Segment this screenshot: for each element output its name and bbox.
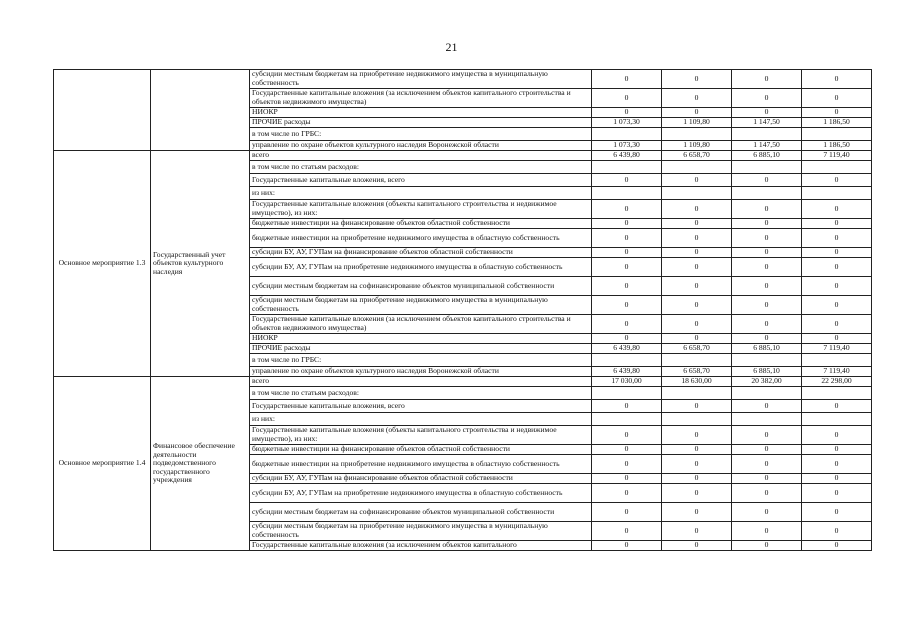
year-value-cell: 0 [732, 426, 802, 445]
year-value-cell [732, 387, 802, 400]
expense-label-cell: субсидии местным бюджетам на приобретение недвижимого имущества в муниципальную собственность [250, 522, 592, 541]
year-value-cell: 0 [592, 296, 662, 315]
year-value-cell: 0 [802, 89, 872, 108]
year-value-cell: 0 [732, 70, 802, 89]
expense-label-cell: ПРОЧИЕ расходы [250, 344, 592, 354]
year-value-cell: 0 [802, 277, 872, 296]
year-value-cell [802, 187, 872, 200]
year-value-cell: 0 [662, 258, 732, 277]
year-value-cell: 0 [732, 484, 802, 503]
year-value-cell: 1 186,50 [802, 118, 872, 128]
year-value-cell: 0 [592, 89, 662, 108]
year-value-cell: 0 [662, 474, 732, 484]
year-value-cell: 0 [802, 108, 872, 118]
year-value-cell: 0 [592, 455, 662, 474]
year-value-cell: 6 439,80 [592, 344, 662, 354]
expense-label-cell: бюджетные инвестиции на финансирование объектов областной собственности [250, 445, 592, 455]
year-value-cell [662, 413, 732, 426]
year-value-cell [662, 387, 732, 400]
year-value-cell: 1 109,80 [662, 141, 732, 151]
year-value-cell: 0 [802, 455, 872, 474]
year-value-cell: 0 [662, 219, 732, 229]
year-value-cell: 0 [662, 277, 732, 296]
table-row [54, 151, 872, 161]
event-title-cell [151, 70, 250, 151]
year-value-cell: 1 073,30 [592, 141, 662, 151]
year-value-cell: 0 [662, 70, 732, 89]
year-value-cell [802, 387, 872, 400]
year-value-cell: 0 [802, 296, 872, 315]
year-value-cell: 6 439,80 [592, 151, 662, 161]
year-value-cell: 0 [662, 455, 732, 474]
year-value-cell: 0 [802, 400, 872, 413]
year-value-cell [732, 161, 802, 174]
year-value-cell: 7 119,40 [802, 344, 872, 354]
year-value-cell [592, 187, 662, 200]
year-value-cell: 1 186,50 [802, 141, 872, 151]
year-value-cell: 0 [592, 334, 662, 344]
year-value-cell: 0 [592, 445, 662, 455]
year-value-cell [802, 128, 872, 141]
year-value-cell: 0 [732, 277, 802, 296]
expense-label-cell: НИОКР [250, 108, 592, 118]
year-value-cell [732, 413, 802, 426]
year-value-cell: 0 [802, 445, 872, 455]
expense-label-cell: из них: [250, 413, 592, 426]
page-number: 21 [445, 40, 458, 54]
year-value-cell [592, 128, 662, 141]
year-value-cell [662, 354, 732, 367]
expense-label-cell: НИОКР [250, 334, 592, 344]
expense-label-cell: Государственные капитальные вложения (за исключением объектов капитального [250, 541, 592, 551]
year-value-cell: 0 [802, 503, 872, 522]
year-value-cell: 18 630,00 [662, 377, 732, 387]
year-value-cell: 0 [662, 296, 732, 315]
year-value-cell: 0 [802, 174, 872, 187]
year-value-cell [732, 128, 802, 141]
year-value-cell: 0 [802, 474, 872, 484]
year-value-cell: 6 885,10 [732, 344, 802, 354]
year-value-cell [592, 161, 662, 174]
year-value-cell [732, 354, 802, 367]
event-title-cell: Государственный учет объектов культурного наследия [151, 151, 250, 377]
year-value-cell: 0 [662, 445, 732, 455]
year-value-cell: 0 [592, 248, 662, 258]
year-value-cell: 0 [662, 315, 732, 334]
year-value-cell: 6 885,10 [732, 367, 802, 377]
year-value-cell [662, 187, 732, 200]
year-value-cell: 0 [802, 484, 872, 503]
expense-label-cell: субсидии местным бюджетам на софинансирование объектов муниципальной собственности [250, 503, 592, 522]
year-value-cell: 0 [662, 108, 732, 118]
year-value-cell: 0 [592, 70, 662, 89]
expense-label-cell: Государственные капитальные вложения (за исключением объектов капитального строительства и объектов недвижимого имущества) [250, 315, 592, 334]
expense-label-cell: в том числе по статьям расходов: [250, 387, 592, 400]
year-value-cell [802, 413, 872, 426]
year-value-cell: 0 [662, 334, 732, 344]
year-value-cell: 0 [662, 426, 732, 445]
expense-label-cell: Государственные капитальные вложения (объекты капитального строительства и недвижимое имущество), из них: [250, 200, 592, 219]
year-value-cell: 0 [732, 503, 802, 522]
expense-label-cell: ПРОЧИЕ расходы [250, 118, 592, 128]
year-value-cell: 0 [662, 229, 732, 248]
year-value-cell: 20 382,00 [732, 377, 802, 387]
expense-label-cell: в том числе по ГРБС: [250, 128, 592, 141]
year-value-cell [592, 354, 662, 367]
event-name-cell: Основное мероприятие 1.4 [54, 377, 151, 551]
year-value-cell: 0 [732, 89, 802, 108]
expense-label-cell: Государственные капитальные вложения (за исключением объектов капитального строительства и объектов недвижимого имущества) [250, 89, 592, 108]
year-value-cell: 7 119,40 [802, 151, 872, 161]
year-value-cell: 0 [592, 277, 662, 296]
year-value-cell: 0 [592, 503, 662, 522]
year-value-cell: 0 [592, 484, 662, 503]
expense-label-cell: управление по охране объектов культурного наследия Воронежской области [250, 141, 592, 151]
year-value-cell: 6 658,70 [662, 344, 732, 354]
table-row [54, 377, 872, 387]
year-value-cell: 0 [592, 174, 662, 187]
year-value-cell: 0 [732, 334, 802, 344]
expense-label-cell: субсидии местным бюджетам на софинансирование объектов муниципальной собственности [250, 277, 592, 296]
expense-label-cell: бюджетные инвестиции на приобретение недвижимого имущества в областную собственность [250, 455, 592, 474]
year-value-cell: 0 [802, 229, 872, 248]
expense-label-cell: Государственные капитальные вложения, всего [250, 174, 592, 187]
expense-label-cell: управление по охране объектов культурного наследия Воронежской области [250, 367, 592, 377]
event-name-cell [54, 70, 151, 151]
budget-table [53, 69, 872, 551]
year-value-cell: 0 [732, 219, 802, 229]
expense-label-cell: субсидии БУ, АУ, ГУПам на финансирование объектов областной собственности [250, 248, 592, 258]
year-value-cell [802, 354, 872, 367]
year-value-cell: 0 [732, 296, 802, 315]
year-value-cell: 0 [802, 522, 872, 541]
year-value-cell: 0 [802, 315, 872, 334]
year-value-cell: 0 [662, 89, 732, 108]
year-value-cell: 7 119,40 [802, 367, 872, 377]
year-value-cell: 6 658,70 [662, 151, 732, 161]
expense-label-cell: всего [250, 377, 592, 387]
expense-label-cell: бюджетные инвестиции на финансирование объектов областной собственности [250, 219, 592, 229]
expense-label-cell: субсидии местным бюджетам на приобретение недвижимого имущества в муниципальную собственность [250, 296, 592, 315]
year-value-cell: 0 [592, 474, 662, 484]
year-value-cell: 0 [662, 174, 732, 187]
year-value-cell: 0 [732, 400, 802, 413]
expense-label-cell: Государственные капитальные вложения, всего [250, 400, 592, 413]
expense-label-cell: в том числе по ГРБС: [250, 354, 592, 367]
year-value-cell: 0 [592, 400, 662, 413]
year-value-cell: 0 [802, 258, 872, 277]
year-value-cell: 0 [732, 174, 802, 187]
year-value-cell: 0 [732, 455, 802, 474]
year-value-cell: 0 [732, 474, 802, 484]
expense-label-cell: субсидии БУ, АУ, ГУПам на финансирование объектов областной собственности [250, 474, 592, 484]
year-value-cell: 0 [732, 200, 802, 219]
year-value-cell: 0 [732, 258, 802, 277]
year-value-cell: 0 [592, 229, 662, 248]
year-value-cell: 0 [802, 200, 872, 219]
year-value-cell: 0 [592, 258, 662, 277]
year-value-cell: 0 [592, 541, 662, 551]
expense-label-cell: субсидии БУ, АУ, ГУПам на приобретение недвижимого имущества в областную собственность [250, 484, 592, 503]
year-value-cell: 0 [592, 108, 662, 118]
year-value-cell: 0 [802, 248, 872, 258]
event-title-cell: Финансовое обеспечение деятельности подведомственного государственного учреждения [151, 377, 250, 551]
table-row [54, 70, 872, 89]
year-value-cell: 0 [662, 400, 732, 413]
year-value-cell: 22 298,00 [802, 377, 872, 387]
year-value-cell: 0 [592, 200, 662, 219]
year-value-cell: 0 [662, 503, 732, 522]
year-value-cell: 0 [732, 445, 802, 455]
year-value-cell: 0 [732, 522, 802, 541]
year-value-cell: 6 658,70 [662, 367, 732, 377]
year-value-cell: 0 [732, 541, 802, 551]
year-value-cell: 1 147,50 [732, 118, 802, 128]
expense-label-cell: в том числе по статьям расходов: [250, 161, 592, 174]
year-value-cell: 1 147,50 [732, 141, 802, 151]
year-value-cell: 6 885,10 [732, 151, 802, 161]
year-value-cell: 0 [662, 248, 732, 258]
expense-label-cell: бюджетные инвестиции на приобретение недвижимого имущества в областную собственность [250, 229, 592, 248]
year-value-cell: 6 439,80 [592, 367, 662, 377]
year-value-cell [592, 387, 662, 400]
year-value-cell: 0 [802, 219, 872, 229]
expense-label-cell: Государственные капитальные вложения (объекты капитального строительства и недвижимое имущество), из них: [250, 426, 592, 445]
year-value-cell: 0 [662, 200, 732, 219]
expense-label-cell: субсидии местным бюджетам на приобретение недвижимого имущества в муниципальную собственность [250, 70, 592, 89]
year-value-cell [732, 187, 802, 200]
year-value-cell: 0 [802, 334, 872, 344]
year-value-cell [662, 161, 732, 174]
year-value-cell: 0 [592, 522, 662, 541]
year-value-cell [662, 128, 732, 141]
year-value-cell: 0 [732, 229, 802, 248]
event-name-cell: Основное мероприятие 1.3 [54, 151, 151, 377]
year-value-cell: 0 [592, 315, 662, 334]
year-value-cell: 17 030,00 [592, 377, 662, 387]
year-value-cell: 1 109,80 [662, 118, 732, 128]
expense-label-cell: субсидии БУ, АУ, ГУПам на приобретение недвижимого имущества в областную собственность [250, 258, 592, 277]
year-value-cell: 0 [802, 70, 872, 89]
year-value-cell: 0 [662, 522, 732, 541]
expense-label-cell: всего [250, 151, 592, 161]
year-value-cell: 0 [732, 108, 802, 118]
year-value-cell: 0 [732, 315, 802, 334]
year-value-cell [802, 161, 872, 174]
year-value-cell: 1 073,30 [592, 118, 662, 128]
year-value-cell: 0 [802, 426, 872, 445]
year-value-cell [592, 413, 662, 426]
year-value-cell: 0 [592, 426, 662, 445]
year-value-cell: 0 [802, 541, 872, 551]
year-value-cell: 0 [732, 248, 802, 258]
year-value-cell: 0 [662, 541, 732, 551]
expense-label-cell: из них: [250, 187, 592, 200]
year-value-cell: 0 [662, 484, 732, 503]
year-value-cell: 0 [592, 219, 662, 229]
